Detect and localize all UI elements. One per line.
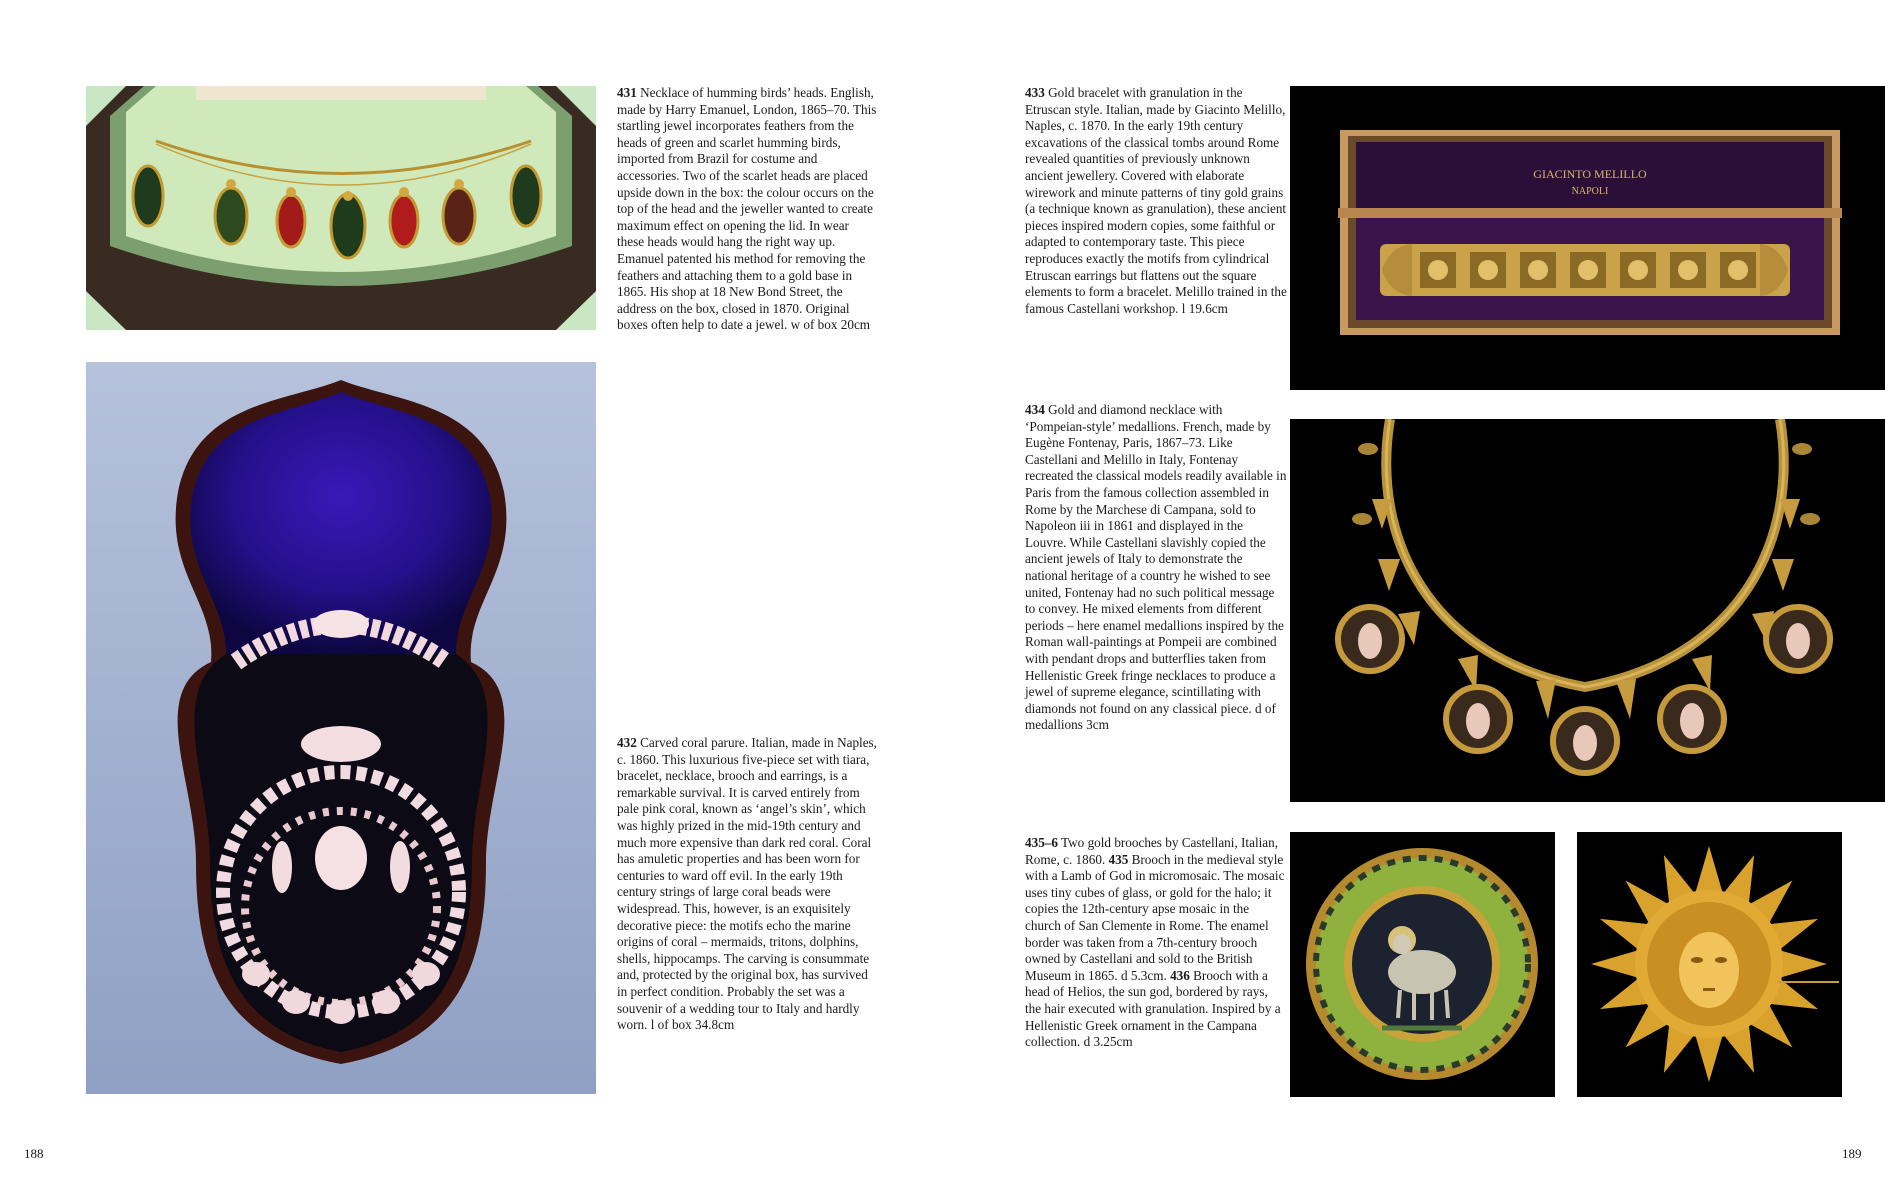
caption-number: 433: [1025, 85, 1045, 100]
caption-number-436: 436: [1170, 967, 1190, 983]
pompeian-necklace-photo: [1290, 419, 1885, 802]
lamb-of-god-brooch-photo: [1290, 832, 1555, 1097]
helios-brooch-photo: [1577, 832, 1842, 1097]
caption-number: 435–6: [1025, 835, 1058, 850]
caption-432: [617, 735, 879, 1034]
caption-433: [1025, 85, 1287, 317]
gold-bracelet-photo: [1290, 86, 1885, 390]
caption-text: Gold and diamond necklace with ‘Pompeian-style’ medallions. French, made by Eugène Fontenay, Paris, 1867–73. Like Castellani and Melillo in Italy, Fontenay recreated the classical models readily available in Paris from the famous collection assembled in Rome by the Marchese di Campana, sold to Napoleon iii in 1861 and displayed in the Louvre. While Castellani slavishly copied the ancient jewels of Italy to demonstrate the national heritage of a country he wished to see united, Fontenay had no such political message to convey. He mixed elements from different periods – here enamel medallions inspired by the Roman wall-paintings at Pompeii are combined with pendant drops and butterflies taken from Hellenistic Greek fringe necklaces to produce a jewel of supreme elegance, scintillating with diamonds not found on any classical piece. d of medallions 3cm: [1025, 402, 1287, 733]
caption-number: 431: [617, 85, 637, 100]
caption-text: Gold bracelet with granulation in the Etruscan style. Italian, made by Giacinto Melillo, Naples, c. 1870. In the early 19th century excavations of the classical tombs around Rome revealed quantities of previously unknown ancient jewellery. Covered with elaborate wirework and minute patterns of tiny gold grains (a technique known as granulation), these ancient pieces inspired modern copies, some faithful or adapted to contemporary taste. This piece reproduces exactly the motifs from cylindrical Etruscan earrings but flattens out the square elements to form a bracelet. Melillo trained in the famous Castellani workshop. l 19.6cm: [1025, 85, 1287, 316]
caption-number: 432: [617, 735, 637, 750]
box-maker-label: GIACINTO MELILLO: [1533, 167, 1647, 181]
box-city-label: NAPOLI: [1571, 186, 1609, 197]
caption-434: [1025, 402, 1287, 734]
caption-431: [617, 85, 879, 334]
caption-text-435: Brooch in the medieval style with a Lamb of God in micromosaic. The mosaic uses tiny cubes of glass, or gold for the halo; it copies the 12th-century apse mosaic in the church of San Clemente in Rome. The enamel border was taken from a 7th-century brooch owned by Castellani and sold to the British Museum in 1865. d 5.3cm.: [1025, 851, 1285, 983]
caption-text: Carved coral parure. Italian, made in Naples, c. 1860. This luxurious five-piece set with tiara, bracelet, necklace, brooch and earrings, is a remarkable survival. It is carved entirely from pale pink coral, known as ‘angel’s skin’, which was highly prized in the mid-19th century and much more expensive than dark red coral. Coral has amuletic properties and has been worn for centuries to ward off evil. In the early 19th century strings of large coral beads were widespread. This, however, is an exquisitely decorative piece: the motifs echo the marine origins of coral – mermaids, tritons, dolphins, shells, hippocamps. The carving is consummate and, protected by the original box, has survived in perfect condition. Probably the set was a souvenir of a wedding tour to Italy and hardly worn. l of box 34.8cm: [617, 735, 877, 1033]
caption-number-435: 435: [1108, 851, 1129, 867]
page-number-right: 189: [1842, 1146, 1862, 1161]
caption-text: Two gold brooches by Castellani, Italian, Rome, c. 1860.: [1025, 835, 1279, 867]
caption-text-436: Brooch with a head of Helios, the sun god, bordered by rays, the hair executed with granulation. Inspired by a Hellenistic Greek ornament in the Campana collection. d 3.25cm: [1025, 967, 1281, 1050]
hummingbird-necklace-photo: [86, 86, 596, 330]
caption-text: Necklace of humming birds’ heads. English, made by Harry Emanuel, London, 1865–70. This startling jewel incorporates feathers from the heads of green and scarlet humming birds, imported from Brazil for costume and accessories. Two of the scarlet heads are placed upside down in the box: the colour occurs on the top of the head and the jeweller wanted to create maximum effect on opening the lid. In wear these heads would hang the right way up. Emanuel patented his method for removing the feathers and attaching them to a gold base in 1865. His shop at 18 New Bond Street, the address on the box, closed in 1870. Original boxes often help to date a jewel. w of box 20cm: [617, 85, 877, 333]
caption-number: 434: [1025, 402, 1045, 417]
caption-435-436: [1025, 835, 1287, 1051]
coral-parure-photo: [86, 362, 596, 1094]
page-number-left: 188: [24, 1146, 44, 1161]
